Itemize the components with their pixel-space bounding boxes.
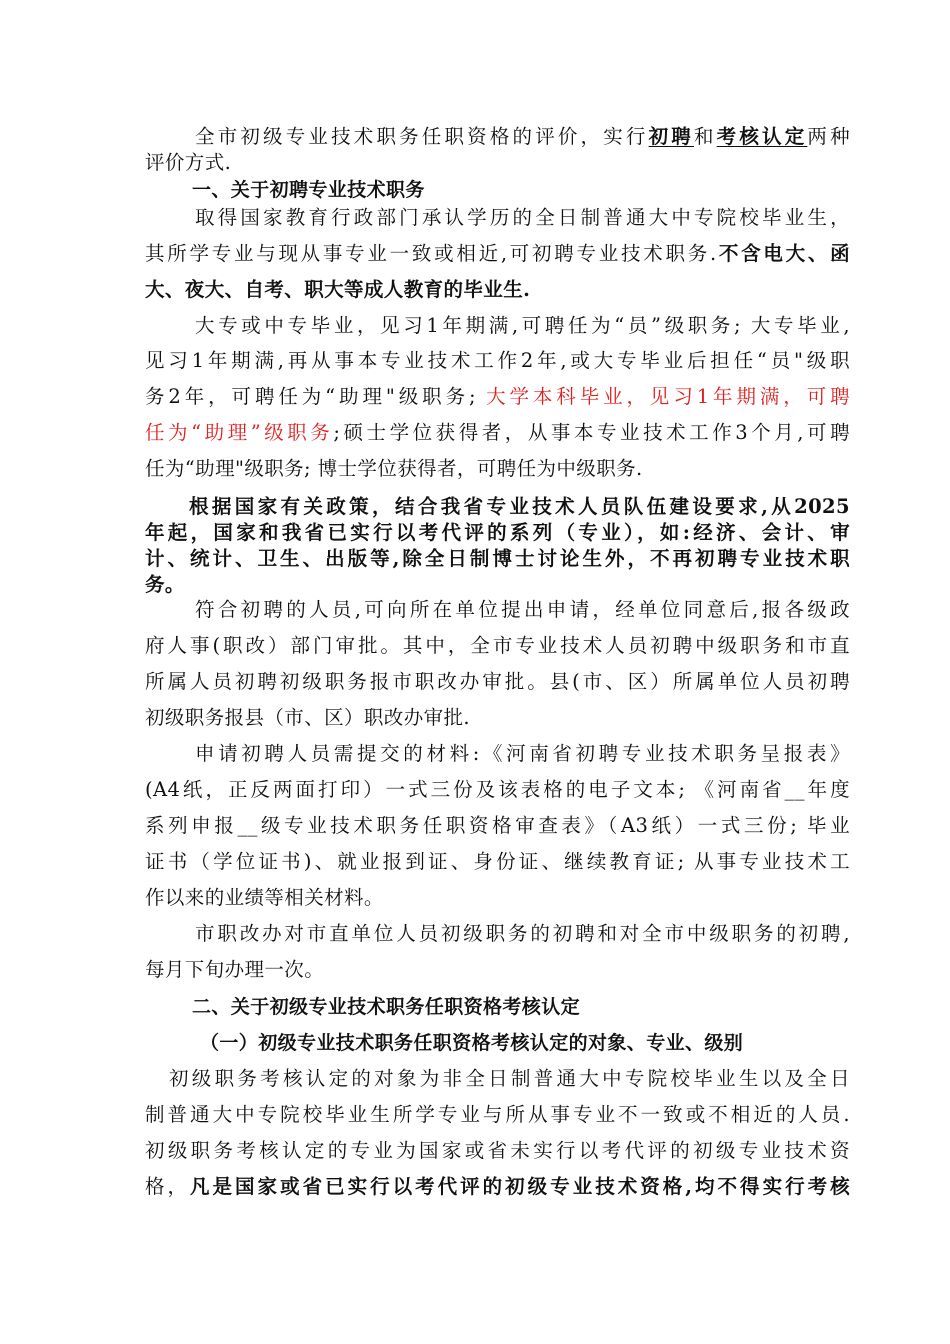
para4-line-4: 初级职务报县（市、区）职改办审批.: [145, 706, 470, 729]
section2-bold-text: 凡是国家或省已实行以考代评的初级专业技术资格,均不得实行考核: [190, 1175, 850, 1198]
para1-bold-text: 不含电大、函: [716, 242, 850, 265]
para2-highlight-text: 大学本科毕业，见习1年期满，可聘: [486, 385, 850, 408]
para1-line-1: 取得国家教育行政部门承认学历的全日制普通大中专院校毕业生，: [195, 206, 850, 229]
keyword-initial-hire: 初聘: [648, 125, 694, 148]
section2-para1-line-4: [145, 1174, 850, 1200]
para5-line-2: (A4纸，正反两面打印）一式三份及该表格的电子文本; 《河南省__年度: [145, 778, 850, 801]
para2-highlight-text: 任为“助理”级职务: [145, 421, 334, 444]
intro-text: 两种: [807, 125, 850, 148]
section2-para1-line-2: 制普通大中专院校毕业生所学专业与所从事专业不一致或不相近的人员.: [145, 1103, 850, 1126]
para5-line-3: 系列申报__级专业技术职务任职资格审查表》（A3纸）一式三份; 毕业: [145, 814, 850, 837]
section2-heading: 二、关于初级专业技术职务任职资格考核认定: [192, 996, 581, 1018]
para1-text: 其所学专业与现从事专业一致或相近,可初聘专业技术职务.: [145, 242, 717, 265]
section2-para1-line-3: 初级职务考核认定的专业为国家或省未实行以考代评的初级专业技术资: [145, 1139, 850, 1162]
section2-text: 格，: [145, 1175, 191, 1198]
intro-text: 全市初级专业技术职务任职资格的评价，实行: [195, 125, 649, 148]
section2-para1-line-1: 初级职务考核认定的对象为非全日制普通大中专院校毕业生以及全日: [169, 1067, 850, 1090]
para2-line-2: 见习1年期满,再从事本专业技术工作2年,或大专毕业后担任“员"级职: [145, 349, 850, 372]
section1-heading: 一、关于初聘专业技术职务: [192, 179, 425, 201]
para2-line-3: [145, 384, 850, 410]
intro-text: 和: [693, 125, 717, 148]
para2-text: ;硕士学位获得者，从事本专业技术工作3个月,可聘: [333, 421, 850, 444]
para3-line-1: 根据国家有关政策，结合我省专业技术人员队伍建设要求,从2025: [189, 495, 850, 518]
para5-line-4: 证书（学位证书)、就业报到证、身份证、继续教育证; 从事专业技术工: [145, 850, 850, 873]
para6-line-2: 每月下旬办理一次。: [145, 958, 325, 981]
para1-line-2: [145, 241, 850, 267]
para4-line-2: 府人事(职改）部门审批。其中，全市专业技术人员初聘中级职务和市直: [145, 634, 850, 657]
para5-line-5: 作以来的业绩等相关材料。: [145, 886, 384, 909]
keyword-assessment: 考核认定: [716, 125, 808, 148]
para4-line-3: 所属人员初聘初级职务报市职改办审批。县(市、区）所属单位人员初聘: [145, 670, 850, 693]
intro-line-1: [145, 124, 850, 150]
para2-line-5: 任为“助理"级职务; 博士学位获得者，可聘任为中级职务.: [145, 457, 643, 480]
para6-line-1: 市职改办对市直单位人员初级职务的初聘和对全市中级职务的初聘,: [195, 922, 850, 945]
para1-line-3: 大、夜大、自考、职大等成人教育的毕业生.: [145, 278, 531, 301]
para4-line-1: 符合初聘的人员,可向所在单位提出申请，经单位同意后,报各级政: [195, 598, 850, 621]
para3-line-3: 计、统计、卫生、出版等,除全日制博士讨论生外，不再初聘专业技术职: [145, 547, 850, 570]
para3-line-2: 年起，国家和我省已实行以考代评的系列（专业），如:经济、会计、审: [145, 521, 850, 544]
intro-line-2: 评价方式.: [145, 151, 232, 174]
para3-line-4: 务。: [145, 573, 185, 596]
para2-text: 务2年，可聘任为“助理"级职务;: [145, 385, 487, 408]
para5-line-1: 申请初聘人员需提交的材料:《河南省初聘专业技术职务呈报表》: [195, 742, 850, 765]
para2-line-1: 大专或中专毕业，见习1年期满,可聘任为“员”级职务; 大专毕业,: [195, 314, 850, 337]
para2-line-4: [145, 420, 850, 446]
section2-subheading: （一）初级专业技术职务任职资格考核认定的对象、专业、级别: [200, 1032, 744, 1054]
